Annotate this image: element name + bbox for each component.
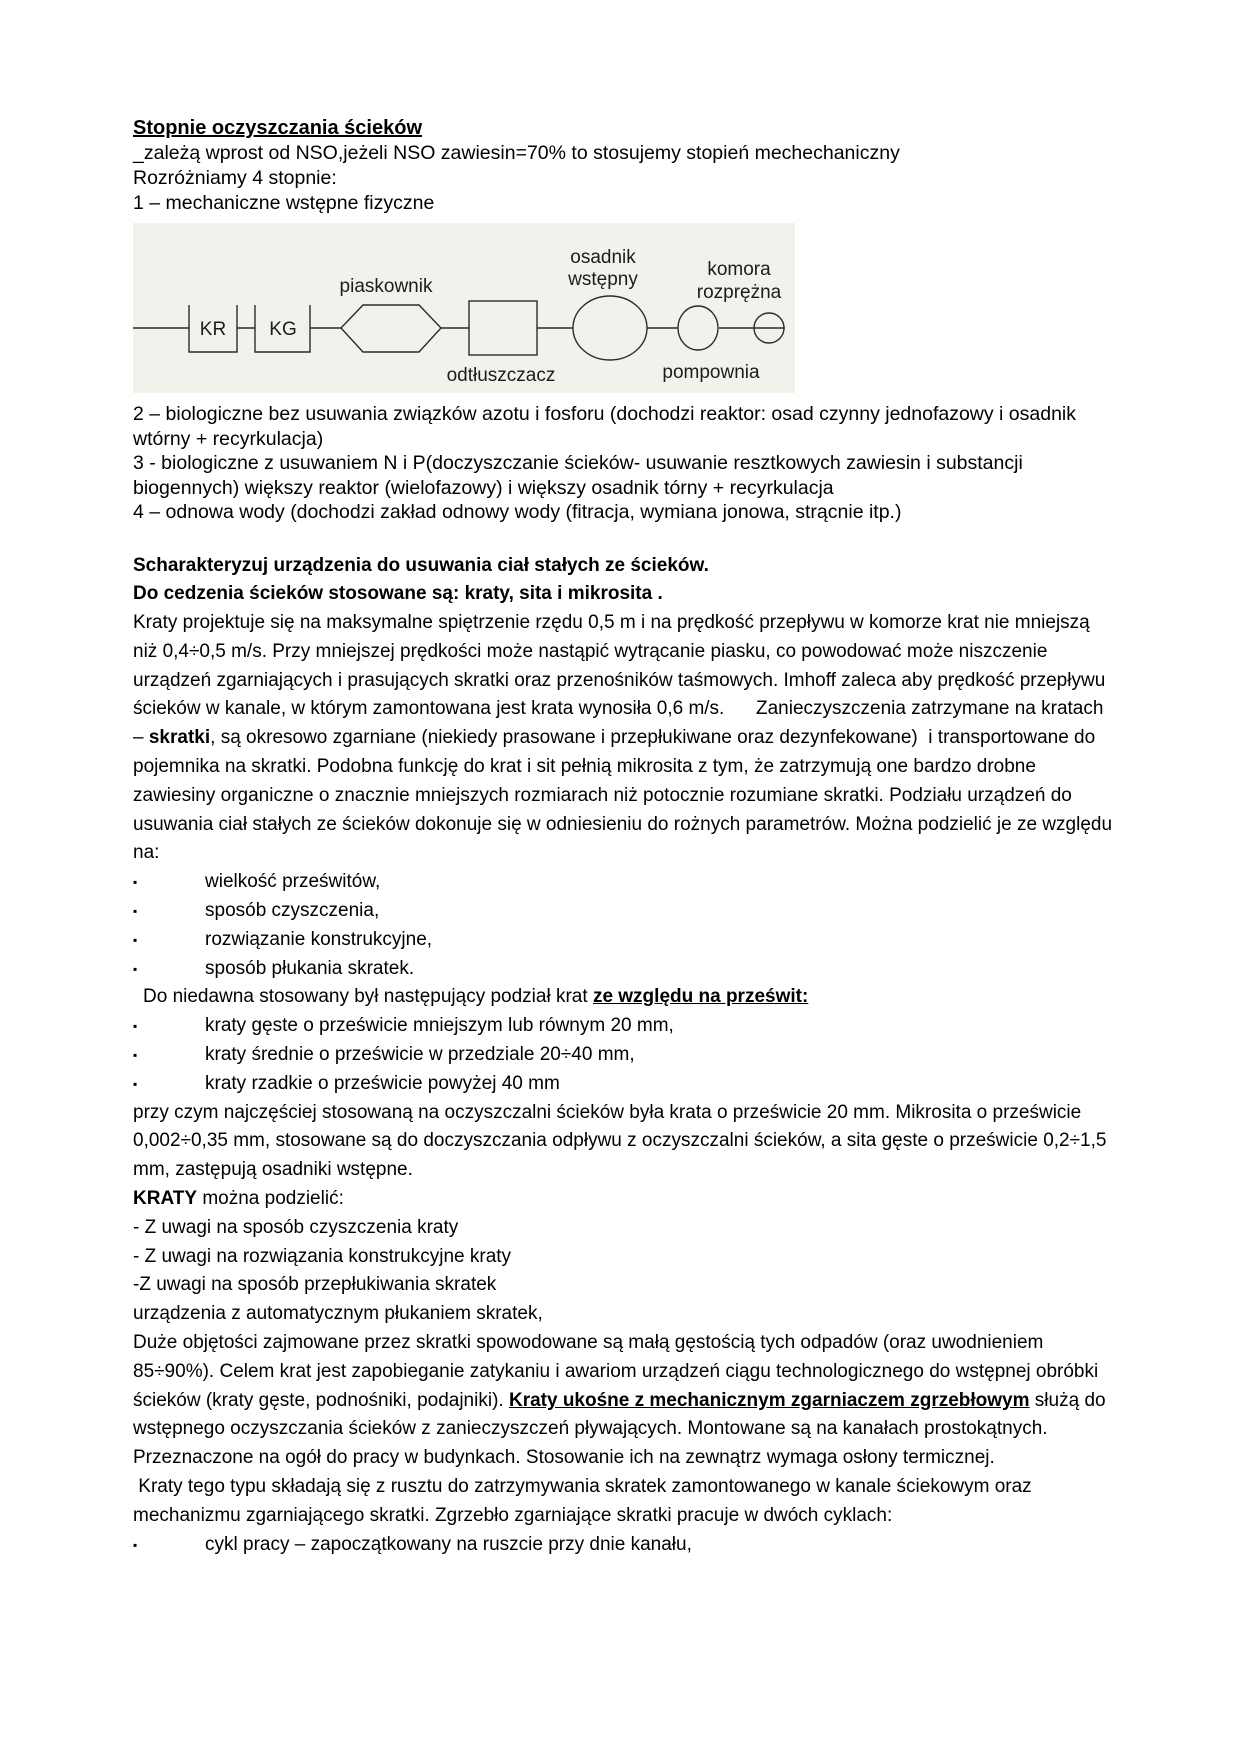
list-item	[133, 955, 1117, 984]
dash-line: - Z uwagi na sposób czyszczenia kraty	[133, 1216, 459, 1238]
dash-line: -Z uwagi na sposób przepłukiwania skratek	[133, 1274, 497, 1296]
osadnik-label-line1: osadnik	[570, 247, 636, 268]
bullet-square-icon: ▪	[133, 1019, 138, 1034]
paragraph-duze-objetosci: Duże objętości zajmowane przez skratki spowodowane są małą gęstością tych odpadów (oraz uwodnieniem 85÷90%). Celem krat jest zapobieganie zatykaniu i awariom urządzeń ciągu technologicznego do wstępnej obróbki ścieków (kraty gęste, podnośniki, podajniki). Kraty ukośne z mechanicznym zgarniaczem zgrzebłowym służą do wstępnego oczyszczania ścieków z zanieczyszczeń pływających. Montowane są na kanałach prostokątnych. Przeznaczone na ogół do pracy w budynkach. Stosowanie ich na zewnątrz wymaga osłony termicznej.	[133, 1332, 1111, 1469]
bullet-square-icon: ▪	[133, 904, 138, 919]
list-item	[133, 1041, 1117, 1070]
process-flow-svg	[133, 223, 795, 393]
paragraph-do-niedawna: Do niedawna stosowany był następujący podział krat ze względu na prześwit:	[143, 986, 809, 1008]
stages-list	[133, 402, 1117, 525]
list-item	[133, 1531, 1117, 1560]
piaskownik-label: piaskownik	[339, 276, 433, 297]
paragraph-kraty-projektuje: Kraty projektuje się na maksymalne spiętrzenie rzędu 0,5 m i na prędkość przepływu w komorze krat nie mniejszą niż 0,4÷0,5 m/s. Przy mniejszej prędkości może nastąpić wytrącanie piasku, co powodować może niszczenie urządzeń zgarniających i prasujących skratki oraz przenośników taśmowych. Imhoff zaleca aby prędkość przepływu ścieków w kanale, w którym zamontowana jest krata wynosiła 0,6 m/s. Zanieczyszczenia zatrzymane na kratach – skratki, są okresowo zgarniane (niekiedy prasowane i przepłukiwane oraz dezynfekowane) i transportowane do pojemnika na skratki. Podobna funkcję do krat i sit pełnią mikrosita z tym, że zatrzymują one bardzo drobne zawiesiny organiczne o znacznie mniejszych rozmiarach niż potocznie rozumiane skratki. Podziału urządzeń do usuwania ciał stałych ze ścieków dokonuje się w odniesieniu do rożnych parametrów. Można podzielić je ze względu na:	[133, 612, 1118, 864]
bullet-square-icon: ▪	[133, 1537, 138, 1552]
list-item-label: kraty średnie o prześwicie w przedziale 20÷40 mm,	[205, 1044, 635, 1066]
list-item-label: wielkość prześwitów,	[205, 871, 381, 893]
odtluszczacz-label: odtłuszczacz	[446, 365, 556, 386]
document-page	[133, 116, 1117, 1559]
list-item-label: cykl pracy – zapoczątkowany na ruszcie przy dnie kanału,	[205, 1533, 692, 1555]
paragraph-kraty-tego-typu: Kraty tego typu składają się z rusztu do zatrzymywania skratek zamontowanego w kanale ściekowym oraz mechanizmu zgarniającego skratki. Zgrzebło zgarniające skratki pracuje w dwóch cyklach:	[133, 1476, 1037, 1526]
bullet-square-icon: ▪	[133, 875, 138, 890]
list-item-label: rozwiązanie konstrukcyjne,	[205, 928, 433, 950]
list-item	[133, 1012, 1117, 1041]
stage-2: 2 – biologiczne bez usuwania związków azotu i fosforu (dochodzi reaktor: osad czynny jednofazowy i osadnik wtórny + recyrkulacja)	[133, 403, 1082, 450]
kr-label: KR	[199, 319, 227, 340]
dash-line: urządzenia z automatycznym płukaniem skratek,	[133, 1303, 543, 1325]
osadnik-wstepny-circle	[573, 296, 647, 360]
komora-label-line1: komora	[707, 259, 771, 280]
intro-section	[133, 116, 1117, 216]
pompownia-circle	[678, 306, 718, 350]
osadnik-label-line2: wstępny	[568, 269, 638, 290]
odtluszczacz-rect	[469, 301, 537, 355]
piaskownik-hexagon	[341, 305, 441, 352]
bullet-square-icon: ▪	[133, 932, 138, 947]
pompownia-label: pompownia	[662, 362, 760, 383]
page-title: Stopnie oczyszczania ścieków	[133, 117, 422, 139]
paragraph-przy-czym: przy czym najczęściej stosowaną na oczyszczalni ścieków była krata o prześwicie 20 mm. Mikrosita o prześwicie 0,002÷0,35 mm, stosowane są do doczyszczania odpływu z oczyszczalni ścieków, a sita gęste o prześwicie 0,2÷1,5 mm, zastępują osadniki wstępne.	[133, 1101, 1112, 1181]
intro-line-3: 1 – mechaniczne wstępne fizyczne	[133, 192, 435, 214]
list-item-label: kraty rzadkie o prześwicie powyżej 40 mm	[205, 1072, 560, 1094]
kraty-section	[133, 552, 1117, 1560]
komora-label-line2: rozprężna	[696, 282, 782, 303]
list-item-label: kraty gęste o prześwicie mniejszym lub równym 20 mm,	[205, 1015, 674, 1037]
list-item-label: sposób czyszczenia,	[205, 900, 380, 922]
dash-line: - Z uwagi na rozwiązania konstrukcyjne kraty	[133, 1245, 512, 1267]
list-item	[133, 868, 1117, 897]
paragraph-kraty-mozna-podzielic: KRATY można podzielić:	[133, 1188, 344, 1210]
bullet-square-icon: ▪	[133, 1048, 138, 1063]
list-item	[133, 926, 1117, 955]
list-item-label: sposób płukania skratek.	[205, 957, 415, 979]
treatment-process-diagram	[133, 223, 795, 393]
intro-line-2: Rozróżniamy 4 stopnie:	[133, 167, 337, 189]
section-heading-1: Scharakteryzuj urządzenia do usuwania ciał stałych ze ścieków.	[133, 554, 709, 576]
bullet-square-icon: ▪	[133, 961, 138, 976]
section-heading-2: Do cedzenia ścieków stosowane są: kraty, sita i mikrosita .	[133, 583, 663, 605]
kg-label: KG	[269, 319, 297, 340]
list-item	[133, 1070, 1117, 1099]
stage-3: 3 - biologiczne z usuwaniem N i P(doczyszczanie ścieków- usuwanie resztkowych zawiesin i substancji biogennych) większy reaktor (wielofazowy) i większy osadnik tórny + recyrkulacja	[133, 452, 1029, 499]
list-item	[133, 897, 1117, 926]
stage-4: 4 – odnowa wody (dochodzi zakład odnowy wody (fitracja, wymiana jonowa, strącnie itp.)	[133, 501, 902, 523]
intro-line-1: _zależą wprost od NSO,jeżeli NSO zawiesin=70% to stosujemy stopień mechechaniczny	[133, 142, 900, 164]
bullet-square-icon: ▪	[133, 1076, 138, 1091]
